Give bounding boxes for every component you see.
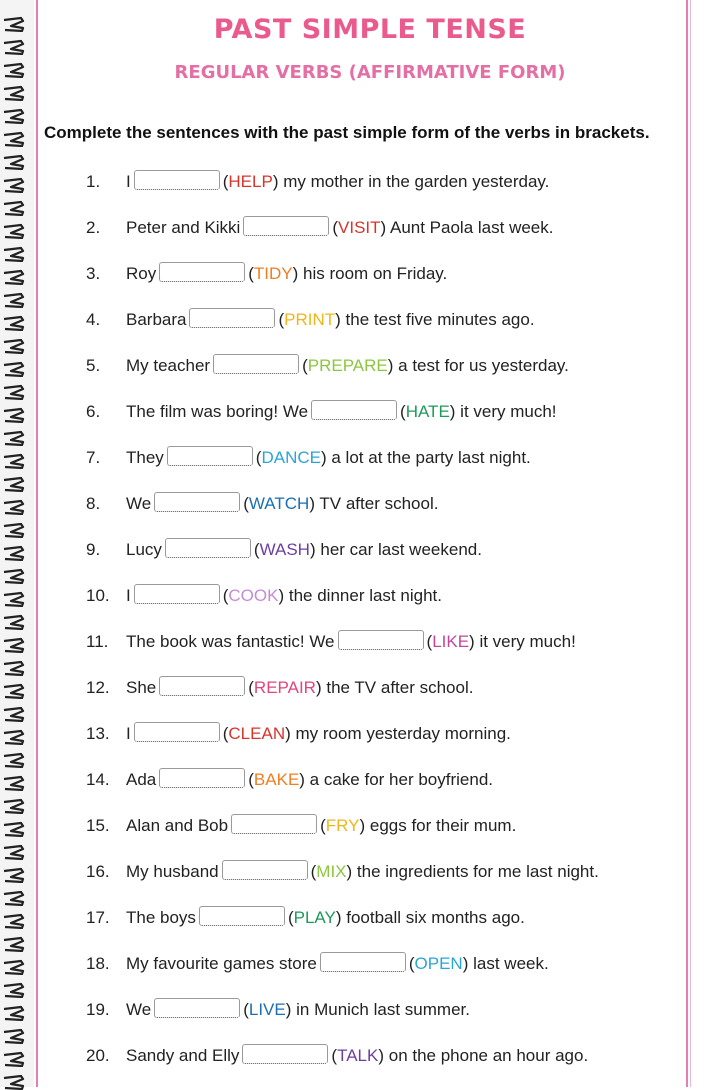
spiral-coil [3,292,25,308]
exercise-item [86,1042,588,1066]
exercise-item [86,996,470,1020]
exercise-item [86,490,438,514]
sentence-start: My teacher [126,356,211,375]
verb-hint: REPAIR [253,678,316,697]
exercise-item [86,904,525,928]
spiral-coil [3,729,25,745]
item-number: 7. [86,448,101,467]
sentence-end: the ingredients for me last night. [352,862,599,881]
spiral-coil [3,821,25,837]
verb-open-bracket: ( [302,356,308,375]
verb-close-bracket: ) [449,402,456,421]
right-margin-line-inner [690,0,691,1087]
verb-open-bracket: ( [287,908,294,927]
exercise-item [86,674,473,698]
verb-hint: HATE [405,402,450,421]
spiral-coil [3,568,25,584]
spiral-coil [3,706,25,722]
item-number: 13. [86,724,110,743]
verb-open-bracket: ( [310,862,317,881]
verb-hint: MIX [316,862,347,881]
answer-input[interactable] [159,262,245,282]
exercise-item [86,306,535,330]
verb-open-bracket: ( [332,218,339,237]
sentence-end: a test for us yesterday. [393,356,569,375]
exercise-item [86,858,599,882]
verb-hint: VISIT [338,218,381,237]
item-number: 4. [86,310,101,329]
answer-input[interactable] [189,308,275,328]
verb-close-bracket: ) [292,264,299,283]
exercise-item [86,214,553,238]
verb-hint: CLEAN [228,724,286,743]
verb-open-bracket: ( [248,678,254,697]
sentence-end: the test five minutes ago. [340,310,535,329]
item-number: 6. [86,402,101,421]
verb-close-bracket: ) [285,1000,292,1019]
spiral-coil [3,430,25,446]
spiral-coil [3,867,25,883]
verb-hint: OPEN [414,954,463,973]
sentence-end: TV after school. [314,494,439,513]
item-number: 1. [86,172,101,191]
verb-open-bracket: ( [331,1046,338,1065]
spiral-coil [3,775,25,791]
sentence-start: They [126,448,164,467]
item-number: 19. [86,1000,110,1019]
spiral-coil [3,683,25,699]
item-number: 5. [86,356,101,375]
spiral-coil [3,614,25,630]
sentence-end: a cake for her boyfriend. [304,770,493,789]
verb-close-bracket: ) [346,862,353,881]
sentence-end: my room yesterday morning. [290,724,511,743]
answer-input[interactable] [159,768,245,788]
verb-close-bracket: ) [299,770,305,789]
sentence-end: in Munich last summer. [291,1000,470,1019]
exercise-item [86,168,549,192]
spiral-coil [3,890,25,906]
sentence-end: my mother in the garden yesterday. [278,172,550,191]
spiral-coil [3,1051,25,1067]
answer-input[interactable] [222,860,308,880]
verb-open-bracket: ( [320,816,326,835]
spiral-coil [3,1074,25,1090]
item-number: 11. [86,632,109,651]
spiral-coil [3,798,25,814]
exercise-item [86,950,549,974]
sentence-start: The boys [126,908,196,927]
answer-input[interactable] [167,446,253,466]
item-number: 2. [86,218,101,237]
sentence-start: Barbara [126,310,187,329]
verb-hint: DANCE [261,448,321,467]
exercise-item [86,812,516,836]
spiral-coil [3,200,25,216]
answer-input[interactable] [242,1044,328,1064]
verb-hint: WATCH [248,494,310,513]
sentence-end: a lot at the party last night. [326,448,531,467]
sentence-start: Peter and Kikki [126,218,241,237]
spiral-coil [3,177,25,193]
answer-input[interactable] [338,630,424,650]
item-number: 14. [86,770,110,789]
verb-close-bracket: ) [309,540,316,559]
item-number: 9. [86,540,101,559]
exercise-item [86,582,442,606]
answer-input[interactable] [199,906,285,926]
verb-hint: PRINT [284,310,336,329]
answer-input[interactable] [159,676,245,696]
exercise-item [86,628,576,652]
spiral-coil [3,384,25,400]
verb-open-bracket: ( [243,1000,249,1019]
spiral-coil [3,338,25,354]
answer-input[interactable] [134,584,220,604]
answer-input[interactable] [311,400,397,420]
verb-open-bracket: ( [243,494,249,513]
spiral-coil [3,637,25,653]
spiral-coil [3,913,25,929]
spiral-coil [3,959,25,975]
verb-close-bracket: ) [462,954,469,973]
spiral-coil [3,1005,25,1021]
verb-open-bracket: ( [222,724,229,743]
item-number: 20. [86,1046,110,1065]
sentence-end: it very much! [455,402,557,421]
spiral-coil [3,131,25,147]
spiral-coil [3,476,25,492]
sentence-end: his room on Friday. [298,264,448,283]
verb-hint: BAKE [253,770,300,789]
sentence-start: The film was boring! We [126,402,309,421]
exercise-item [86,444,531,468]
verb-close-bracket: ) [272,172,279,191]
sentence-start: My husband [126,862,219,881]
verb-close-bracket: ) [320,448,327,467]
instructions: Complete the sentences with the past simple form of the verbs in brackets. [44,123,650,142]
verb-open-bracket: ( [222,172,229,191]
spiral-coil [3,407,25,423]
answer-input[interactable] [320,952,406,972]
item-number: 17. [86,908,110,927]
item-number: 18. [86,954,110,973]
spiral-coil [3,315,25,331]
spiral-coil [3,246,25,262]
spiral-coil [3,361,25,377]
answer-input[interactable] [134,722,220,742]
right-margin-line [686,0,688,1087]
exercise-item [86,536,482,560]
sentence-start: Alan and Bob [126,816,229,835]
sentence-start: The book was fantastic! We [126,632,335,651]
spiral-coil [3,982,25,998]
verb-open-bracket: ( [248,264,254,283]
page-title: PAST SIMPLE TENSE [213,14,527,45]
verb-open-bracket: ( [278,310,285,329]
verb-hint: TALK [337,1046,379,1065]
spiral-coil [3,844,25,860]
answer-input[interactable] [243,216,329,236]
verb-open-bracket: ( [400,402,406,421]
answer-input[interactable] [213,354,299,374]
spiral-coil [3,1028,25,1044]
verb-hint: LIKE [432,632,470,651]
spiral-coil [3,108,25,124]
verb-close-bracket: ) [469,632,475,651]
verb-hint: FRY [325,816,360,835]
spiral-coil [3,591,25,607]
spiral-coil [3,522,25,538]
verb-open-bracket: ( [248,770,254,789]
verb-hint: WASH [259,540,310,559]
exercise-item [86,260,447,284]
verb-close-bracket: ) [378,1046,385,1065]
sentence-start: She [126,678,157,697]
verb-close-bracket: ) [278,586,285,605]
spiral-coil [3,223,25,239]
verb-open-bracket: ( [222,586,229,605]
verb-open-bracket: ( [253,540,260,559]
sentence-start: We [126,1000,152,1019]
sentence-start: My favourite games store [126,954,317,973]
verb-close-bracket: ) [335,908,342,927]
spiral-coil [3,154,25,170]
verb-hint: COOK [228,586,279,605]
sentence-end: eggs for their mum. [365,816,517,835]
verb-open-bracket: ( [426,632,433,651]
exercise-item [86,398,557,422]
verb-hint: TIDY [253,264,293,283]
sentence-start: Roy [126,264,157,283]
sentence-end: Aunt Paola last week. [386,218,554,237]
sentence-end: her car last weekend. [315,540,482,559]
spiral-binding [0,0,34,1087]
sentence-end: the dinner last night. [284,586,442,605]
item-number: 10. [86,586,110,605]
spiral-coil [3,660,25,676]
sentence-start: Lucy [126,540,162,559]
verb-hint: HELP [228,172,273,191]
item-number: 8. [86,494,101,513]
verb-close-bracket: ) [335,310,341,329]
exercise-item [86,766,493,790]
item-number: 16. [86,862,110,881]
sentence-end: it very much! [474,632,576,651]
item-number: 12. [86,678,110,697]
answer-input[interactable] [165,538,251,558]
answer-input[interactable] [154,998,240,1018]
verb-hint: PLAY [293,908,336,927]
verb-close-bracket: ) [380,218,387,237]
sentence-end: the TV after school. [321,678,474,697]
spiral-coil [3,269,25,285]
answer-input[interactable] [231,814,317,834]
spiral-coil [3,936,25,952]
item-number: 15. [86,816,110,835]
sentence-end: on the phone an hour ago. [384,1046,589,1065]
sentence-start: Ada [126,770,157,789]
answer-input[interactable] [154,492,240,512]
sentence-start: I [126,172,131,191]
verb-close-bracket: ) [285,724,291,743]
exercise-item [86,352,569,376]
spiral-coil [3,499,25,515]
exercise-item [86,720,511,744]
left-margin-line [36,0,38,1087]
sentence-start: I [126,586,131,605]
spiral-coil [3,545,25,561]
item-number: 3. [86,264,101,283]
verb-close-bracket: ) [309,494,315,513]
page-subtitle: REGULAR VERBS (AFFIRMATIVE FORM) [174,62,566,83]
verb-close-bracket: ) [315,678,322,697]
verb-open-bracket: ( [255,448,262,467]
sentence-start: Sandy and Elly [126,1046,240,1065]
sentence-start: We [126,494,152,513]
verb-close-bracket: ) [387,356,394,375]
verb-hint: PREPARE [307,356,388,375]
sentence-end: last week. [468,954,549,973]
sentence-end: football six months ago. [341,908,525,927]
answer-input[interactable] [134,170,220,190]
verb-hint: LIVE [248,1000,286,1019]
verb-close-bracket: ) [359,816,366,835]
sentence-start: I [126,724,131,743]
spiral-coil [3,453,25,469]
verb-open-bracket: ( [408,954,415,973]
spiral-coil [3,752,25,768]
spiral-coil [3,85,25,101]
